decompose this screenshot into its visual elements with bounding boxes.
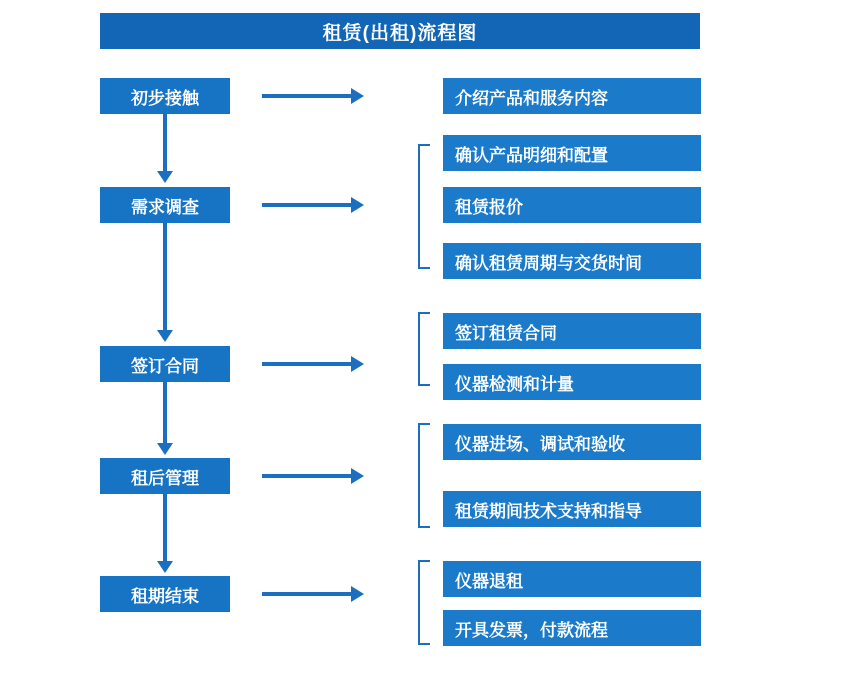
arrowhead-right-icon (351, 586, 364, 602)
arrowhead-right-icon (351, 197, 364, 213)
bracket-group-5 (418, 560, 430, 645)
stage-node-4[interactable]: 租后管理 (100, 458, 230, 494)
arrowhead-right-icon (351, 88, 364, 104)
connector-stage-3-to-4 (163, 382, 167, 444)
detail-node-3[interactable]: 租赁报价 (443, 187, 701, 223)
detail-node-7[interactable]: 仪器进场、调试和验收 (443, 424, 701, 460)
bracket-group-3 (418, 312, 430, 386)
arrowhead-down-icon (157, 443, 173, 455)
detail-node-10[interactable]: 开具发票，付款流程 (443, 610, 701, 646)
stage-node-3[interactable]: 签订合同 (100, 346, 230, 382)
connector-stage-1-to-2 (163, 114, 167, 172)
stage-node-5[interactable]: 租期结束 (100, 576, 230, 612)
stage-node-1[interactable]: 初步接触 (100, 78, 230, 114)
arrow-stage-3-to-details (262, 362, 352, 366)
arrow-stage-4-to-details (262, 474, 352, 478)
bracket-group-4 (418, 423, 430, 528)
detail-node-5[interactable]: 签订租赁合同 (443, 313, 701, 349)
detail-node-1[interactable]: 介绍产品和服务内容 (443, 78, 701, 114)
page-title: 租赁(出租)流程图 (100, 13, 700, 49)
arrowhead-down-icon (157, 561, 173, 573)
connector-stage-2-to-3 (163, 223, 167, 331)
connector-stage-4-to-5 (163, 494, 167, 562)
arrowhead-right-icon (351, 468, 364, 484)
arrow-stage-5-to-details (262, 592, 352, 596)
arrowhead-down-icon (157, 171, 173, 183)
stage-node-2[interactable]: 需求调查 (100, 187, 230, 223)
detail-node-4[interactable]: 确认租赁周期与交货时间 (443, 243, 701, 279)
detail-node-6[interactable]: 仪器检测和计量 (443, 364, 701, 400)
arrow-stage-2-to-details (262, 203, 352, 207)
arrowhead-down-icon (157, 330, 173, 342)
arrowhead-right-icon (351, 356, 364, 372)
detail-node-2[interactable]: 确认产品明细和配置 (443, 135, 701, 171)
detail-node-9[interactable]: 仪器退租 (443, 561, 701, 597)
detail-node-8[interactable]: 租赁期间技术支持和指导 (443, 491, 701, 527)
arrow-stage-1-to-details (262, 94, 352, 98)
bracket-group-2 (418, 144, 430, 269)
